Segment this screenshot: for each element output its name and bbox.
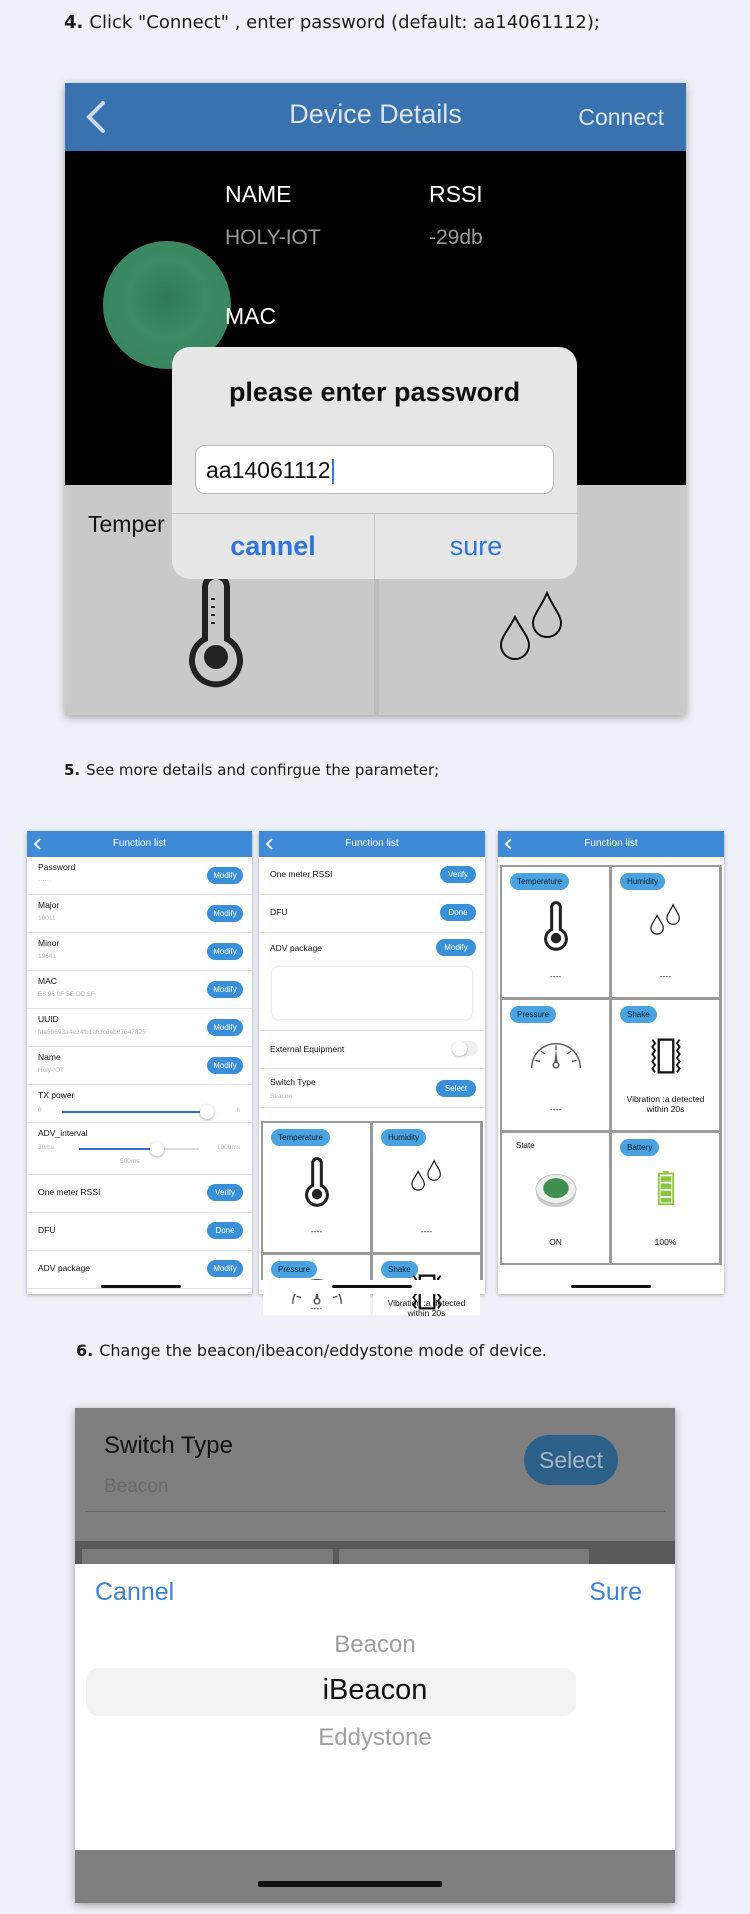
row-label: Minor <box>38 938 60 948</box>
function-list-screen-3 <box>498 831 724 1294</box>
screen-title: Function list <box>498 831 724 857</box>
sensor-badge: Shake <box>620 1006 657 1023</box>
sensor-value: ---- <box>659 971 672 981</box>
row-label: ADV package <box>38 1263 90 1273</box>
function-row <box>27 1047 252 1085</box>
picker-option-eddystone[interactable]: Eddystone <box>318 1724 432 1751</box>
sensor-badge: Shake <box>381 1261 418 1278</box>
row-label: One meter RSSI <box>38 1187 101 1197</box>
page-title: Device Details <box>289 99 462 129</box>
sensor-value: ---- <box>310 1303 323 1313</box>
row-label: One meter RSSI <box>270 869 333 879</box>
row-value: ······ <box>38 877 51 884</box>
function-row <box>27 971 252 1009</box>
screen-title: Function list <box>27 831 252 857</box>
row-label: Password <box>38 862 76 872</box>
adv-interval-slider-fill <box>79 1148 157 1150</box>
select-button[interactable]: Select <box>436 1080 476 1097</box>
text-caret <box>332 459 334 484</box>
adv-interval-row <box>27 1123 252 1175</box>
modify-button[interactable]: Modify <box>207 1019 243 1036</box>
sensor-badge: Battery <box>620 1139 659 1156</box>
drops-icon <box>612 903 719 940</box>
modify-button[interactable]: Modify <box>207 905 243 922</box>
row-label: DFU <box>270 907 288 917</box>
row-label: TX power <box>38 1090 75 1100</box>
slider-value: 500ms <box>120 1158 140 1165</box>
sensor-cell-temperature <box>263 1123 370 1252</box>
function-row <box>27 895 252 933</box>
sensor-value: ---- <box>549 1104 562 1114</box>
sensor-cell-pressure <box>502 1000 609 1130</box>
step-text: See more details and confirgue the parameter; <box>86 761 440 779</box>
picker-sheet <box>75 1564 675 1850</box>
sensor-badge: Temperature <box>510 873 569 890</box>
cancel-button[interactable]: cannel <box>230 531 316 561</box>
dialog-title: please enter password <box>228 377 521 407</box>
sensor-value: 100% <box>654 1237 677 1247</box>
thermometer-icon <box>187 581 245 681</box>
sensor-cell-shake <box>612 1000 719 1130</box>
rssi-label: RSSI <box>429 181 483 207</box>
switch-type-label: Switch Type <box>104 1432 233 1459</box>
row-value: E8:96:0F:5E:DD:5F <box>38 991 95 998</box>
sensor-badge: Pressure <box>271 1261 317 1278</box>
thermometer-icon <box>502 903 609 954</box>
tx-power-row <box>27 1085 252 1123</box>
sensor-value: ON <box>549 1237 562 1247</box>
sensor-cell-temperature <box>502 867 609 997</box>
sensor-value: Vibration :a detected within 20s <box>387 1298 466 1319</box>
function-row <box>27 1251 252 1289</box>
row-button-modify[interactable]: Modify <box>207 1260 243 1277</box>
sensor-cell-battery <box>612 1133 719 1263</box>
sensor-grid <box>261 1121 483 1319</box>
row-label: UUID <box>38 1014 59 1024</box>
row-label: Major <box>38 900 60 910</box>
row-button-verify[interactable]: Verify <box>207 1184 243 1201</box>
sensor-badge: Pressure <box>510 1006 556 1023</box>
adv-package-textarea[interactable] <box>271 966 473 1020</box>
picker-option-ibeacon[interactable]: iBeacon <box>322 1674 428 1706</box>
device-details-screen <box>65 83 686 715</box>
function-row <box>27 933 252 971</box>
row-button-verify[interactable]: Verify <box>440 866 476 883</box>
row-label: MAC <box>38 976 57 986</box>
step-text: Click "Connect" , enter password (default: aa14061112); <box>89 12 600 33</box>
step-number: 4. <box>64 12 84 33</box>
sensor-value: ---- <box>310 1226 323 1237</box>
sure-button[interactable]: sure <box>449 531 503 561</box>
home-indicator <box>101 1285 181 1288</box>
battery-icon <box>612 1169 719 1212</box>
connect-button[interactable]: Connect <box>578 104 664 130</box>
row-label: ADV_interval <box>38 1128 88 1138</box>
sensor-value: ---- <box>549 971 562 981</box>
modify-button[interactable]: Modify <box>207 981 243 998</box>
sensor-grid <box>500 865 722 1265</box>
back-chevron-icon[interactable] <box>503 837 515 851</box>
row-value: 10011 <box>38 915 56 922</box>
slider-max: 6 <box>236 1107 240 1114</box>
gauge-icon <box>502 1036 609 1075</box>
step-6-instruction <box>76 1341 547 1360</box>
mac-label: MAC <box>225 303 277 329</box>
modify-button[interactable]: Modify <box>207 943 243 960</box>
step-4-instruction <box>64 12 600 33</box>
row-value: Holy-IOT <box>38 1067 64 1074</box>
switch-type-row <box>259 1069 485 1108</box>
password-dialog <box>172 347 577 579</box>
switch-type-picker-screen <box>75 1408 675 1903</box>
tx-power-slider-knob[interactable] <box>200 1105 214 1119</box>
adv-package-row <box>259 933 485 1031</box>
select-button[interactable]: Select <box>524 1435 618 1485</box>
sensor-badge: Humidity <box>381 1129 426 1146</box>
function-row <box>27 857 252 895</box>
row-value: fda50693a4e24fb1afcfc6eb07647825 <box>38 1029 146 1036</box>
temperature-label: Temper <box>88 511 165 537</box>
row-value: 19641 <box>38 953 57 960</box>
function-row <box>259 895 485 933</box>
screen-title: Function list <box>259 831 485 857</box>
sensor-cell-state <box>502 1133 609 1263</box>
row-label: ADV package <box>270 943 322 953</box>
sensor-value: ---- <box>420 1226 433 1237</box>
external-equipment-row <box>259 1031 485 1069</box>
sensor-badge: Temperature <box>271 1129 330 1146</box>
back-chevron-icon[interactable] <box>264 837 276 851</box>
row-label: Switch Type <box>270 1077 316 1087</box>
function-row <box>27 1175 252 1213</box>
tx-power-slider-fill <box>62 1111 207 1113</box>
home-indicator <box>571 1285 651 1288</box>
function-row <box>259 857 485 895</box>
step-5-instruction <box>64 761 439 779</box>
function-list-screen-1 <box>27 831 252 1294</box>
state-label: State <box>516 1141 535 1150</box>
password-input-value: aa14061112 <box>206 457 331 483</box>
switch-type-value: Beacon <box>104 1476 169 1497</box>
thermometer-icon <box>263 1159 370 1210</box>
sensor-badge: Humidity <box>620 873 665 890</box>
divider <box>85 1511 665 1512</box>
sensor-value: Vibration :a detected within 20s <box>626 1093 705 1114</box>
home-indicator <box>258 1881 442 1887</box>
humidity-drops-icon <box>497 591 569 661</box>
row-value: Beacon <box>270 1093 293 1100</box>
adv-interval-slider-knob[interactable] <box>150 1142 164 1156</box>
rssi-value: -29db <box>429 226 483 249</box>
cancel-button[interactable]: Cannel <box>95 1578 175 1606</box>
modify-button[interactable]: Modify <box>207 1057 243 1074</box>
row-label: Name <box>38 1052 61 1062</box>
modify-button[interactable]: Modify <box>436 939 476 956</box>
toggle-knob <box>452 1041 467 1056</box>
slider-max: 1000ms <box>216 1144 240 1151</box>
back-chevron-icon[interactable] <box>32 837 44 851</box>
function-row <box>27 1213 252 1251</box>
name-value: HOLY-IOT <box>225 226 321 249</box>
row-button-done[interactable]: Done <box>207 1222 243 1239</box>
step-number: 5. <box>64 761 81 779</box>
slider-min: 30ms <box>38 1144 54 1151</box>
row-button-done[interactable]: Done <box>440 904 476 921</box>
drops-icon <box>373 1159 480 1196</box>
name-label: NAME <box>225 181 292 207</box>
sensor-cell-humidity <box>612 867 719 997</box>
step-number: 6. <box>76 1341 94 1360</box>
modify-button[interactable]: Modify <box>207 867 243 884</box>
device-icon <box>502 1169 609 1214</box>
function-row <box>27 1009 252 1047</box>
sensor-cell-humidity <box>373 1123 480 1252</box>
picker-option-beacon[interactable]: Beacon <box>334 1631 416 1658</box>
row-label: External Equipment <box>270 1044 345 1054</box>
external-equipment-toggle[interactable] <box>452 1041 478 1056</box>
password-input[interactable] <box>195 445 554 494</box>
home-indicator <box>332 1285 412 1288</box>
slider-min: 0 <box>38 1107 42 1114</box>
shake-icon <box>612 1036 719 1081</box>
sure-button[interactable]: Sure <box>589 1578 642 1606</box>
row-label: DFU <box>38 1225 56 1235</box>
function-list-screen-2 <box>259 831 485 1319</box>
step-text: Change the beacon/ibeacon/eddystone mode of device. <box>99 1341 547 1360</box>
